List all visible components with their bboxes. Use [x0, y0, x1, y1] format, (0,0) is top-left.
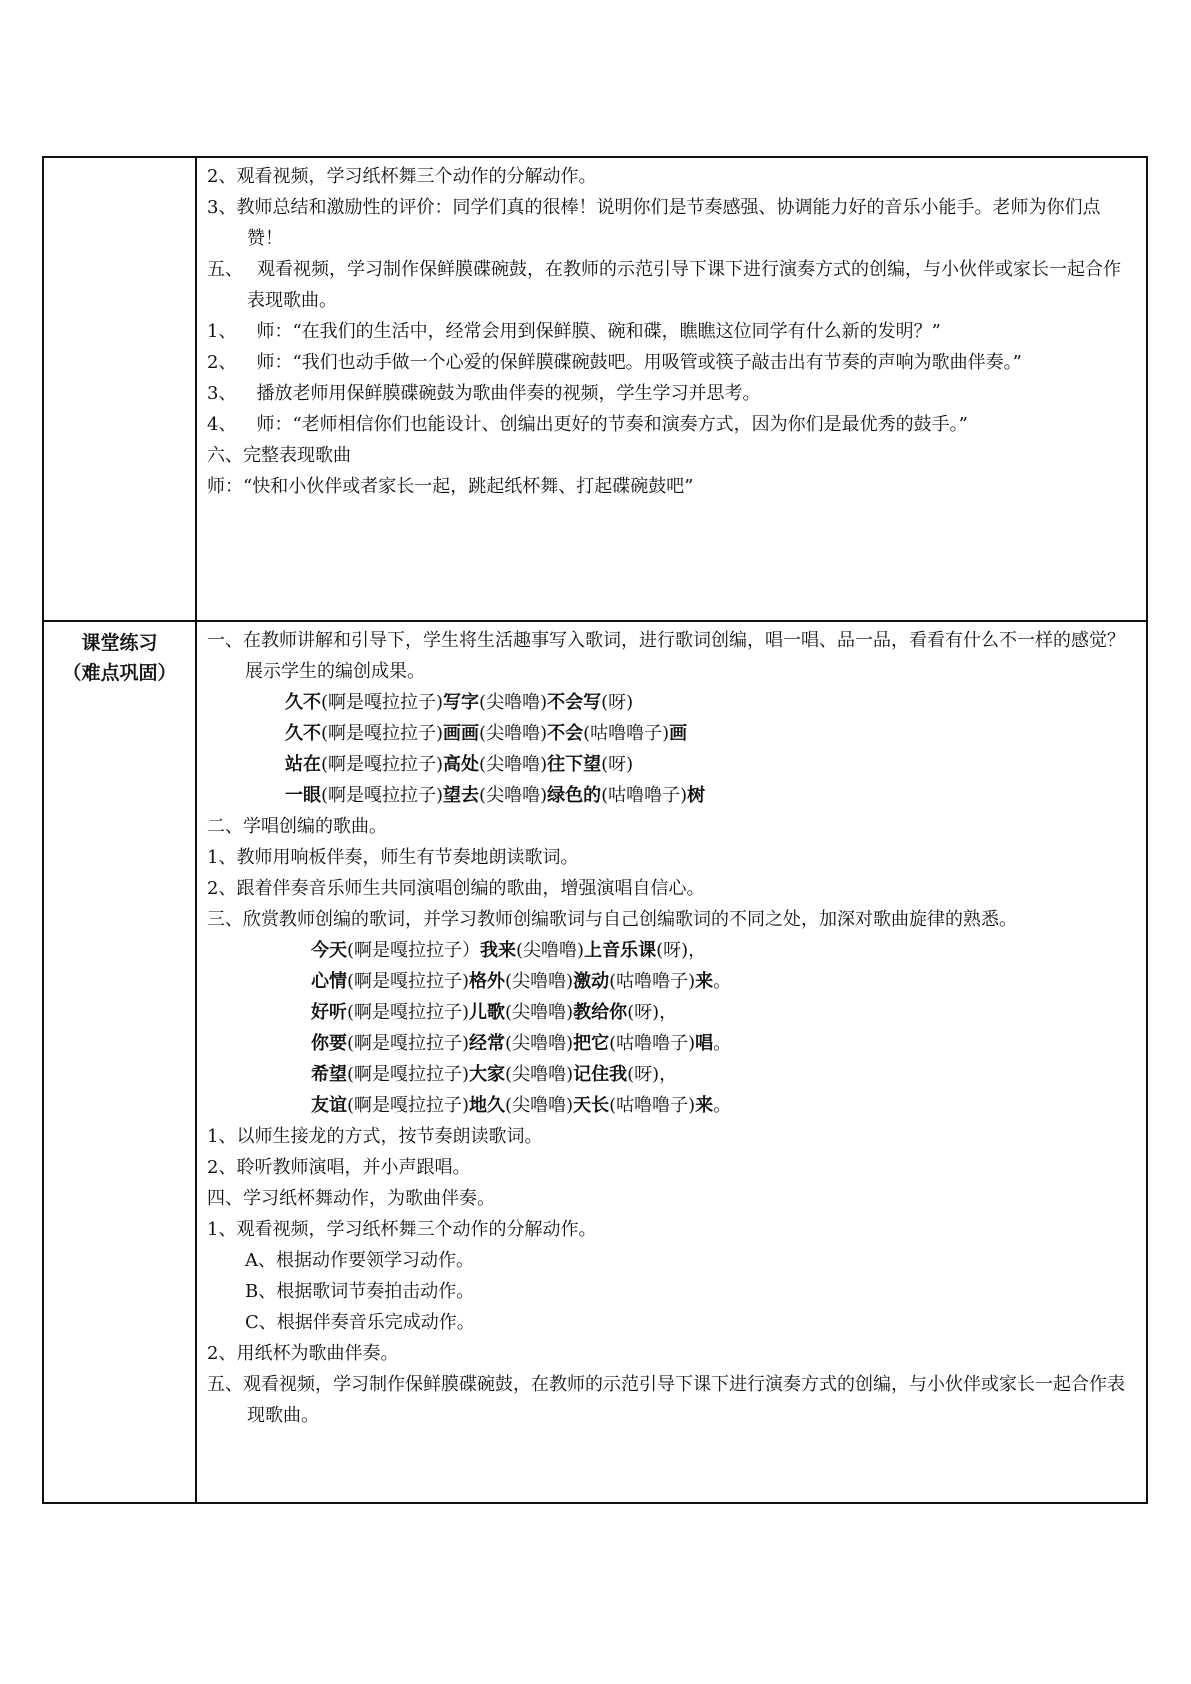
lyric-word: 大家 — [469, 1064, 506, 1085]
section-heading: 四、学习纸杯舞动作，为歌曲伴奏。 — [207, 1188, 495, 1209]
list-item: 2、跟着伴奏音乐师生共同演唱创编的歌曲，增强演唱自信心。 — [207, 878, 705, 899]
lyric-word: 心情 — [311, 971, 347, 992]
section-heading: 五、观看视频，学习制作保鲜膜碟碗鼓，在教师的示范引导下课下进行演奏方式的创编，与小伙伴或家长一起合作表现歌曲。 — [207, 1374, 1125, 1426]
lyric-word: 激动 — [573, 971, 610, 992]
lyric-word: 写字 — [443, 692, 480, 713]
list-item: 1、以师生接龙的方式，按节奏朗读歌词。 — [207, 1126, 543, 1147]
lyric-filler: (啊是嘎拉拉子) — [321, 692, 444, 713]
lyric-word: 今天 — [311, 940, 347, 961]
lyric-word: 友谊 — [311, 1095, 347, 1116]
lyric-filler: (呀)， — [627, 1002, 678, 1023]
row-label-line: 课堂练习 — [81, 632, 158, 654]
lyric-filler: (尖噜噜) — [479, 754, 548, 775]
lyrics-block — [207, 935, 1136, 1121]
lyric-filler: (啊是嘎拉拉子) — [347, 971, 470, 992]
lyric-word: 儿歌 — [469, 1002, 506, 1023]
lyrics-block — [207, 687, 1136, 811]
lyric-filler: (啊是嘎拉拉子) — [347, 1064, 470, 1085]
lyric-filler: (呀) — [601, 692, 634, 713]
lyric-word: 久不 — [285, 692, 321, 713]
lyric-filler: (呀) — [601, 754, 634, 775]
lyric-line — [207, 997, 1136, 1028]
lyric-word: 格外 — [469, 971, 506, 992]
lyric-filler: (尖噜噜) — [516, 940, 585, 961]
lyric-filler: (呀)， — [627, 1064, 678, 1085]
lyric-word: 往下望 — [547, 754, 602, 775]
lyric-word: 地久 — [469, 1095, 506, 1116]
lyric-filler: 。 — [713, 1033, 732, 1054]
list-item: 2、聆听教师演唱，并小声跟唱。 — [207, 1157, 471, 1178]
lyric-word: 画 — [669, 723, 688, 744]
row-label-cell — [43, 621, 196, 1503]
lyric-word: 高处 — [443, 754, 480, 775]
list-item: 师：“快和小伙伴或者家长一起，跳起纸杯舞、打起碟碗鼓吧” — [207, 476, 694, 497]
lyric-filler: (尖噜噜) — [505, 1095, 574, 1116]
list-item: 3、教师总结和激励性的评价：同学们真的很棒！说明你们是节奏感强、协调能力好的音乐小能手。老师为你们点赞！ — [207, 197, 1101, 249]
list-item: 2、用纸杯为歌曲伴奏。 — [207, 1343, 399, 1364]
lyric-word: 经常 — [469, 1033, 506, 1054]
lyric-filler: (啊是嘎拉拉子) — [347, 1002, 470, 1023]
lyric-filler: (啊是嘎拉拉子) — [321, 754, 444, 775]
lyric-word: 天长 — [573, 1095, 610, 1116]
list-item: 4、 师：“老师相信你们也能设计、创编出更好的节奏和演奏方式，因为你们是最优秀的鼓手。” — [207, 414, 968, 435]
lyric-filler: (咕噜噜子) — [583, 723, 670, 744]
lyric-word: 树 — [687, 785, 706, 806]
lyric-word: 不会 — [547, 723, 584, 744]
lyric-filler: (咕噜噜子) — [601, 785, 688, 806]
lyric-word: 站在 — [285, 754, 321, 775]
lyric-filler: (啊是嘎拉拉子） — [347, 940, 481, 961]
section-heading: 三、欣赏教师创编的歌词，并学习教师创编歌词与自己创编歌词的不同之处，加深对歌曲旋律的熟悉。 — [207, 909, 1017, 930]
lyric-filler: 。 — [713, 971, 732, 992]
table-row — [43, 621, 1147, 1503]
lyric-word: 绿色的 — [547, 785, 602, 806]
lyric-line — [207, 1028, 1136, 1059]
lyric-word: 好听 — [311, 1002, 347, 1023]
list-item: 五、 观看视频，学习制作保鲜膜碟碗鼓，在教师的示范引导下课下进行演奏方式的创编，与小伙伴或家长一起合作表现歌曲。 — [207, 259, 1121, 311]
list-item: C、根据伴奏音乐完成动作。 — [245, 1312, 475, 1333]
list-item: 一、在教师讲解和引导下，学生将生活趣事写入歌词，进行歌词创编，唱一唱、品一品，看看有什么不一样的感觉？ — [207, 630, 1125, 651]
section-heading: 二、学唱创编的歌曲。 — [207, 816, 387, 837]
lyric-filler: (啊是嘎拉拉子) — [347, 1033, 470, 1054]
lyric-filler: (尖噜噜) — [479, 723, 548, 744]
lyric-filler: (尖噜噜) — [505, 1002, 574, 1023]
lyric-line — [207, 966, 1136, 997]
lyric-word: 我来 — [480, 940, 517, 961]
lyric-word: 来 — [695, 1095, 714, 1116]
content-cell — [196, 157, 1147, 621]
lyric-word: 把它 — [573, 1033, 610, 1054]
list-item: 1、教师用响板伴奏，师生有节奏地朗读歌词。 — [207, 847, 579, 868]
lyric-line — [207, 780, 1136, 811]
lyric-filler: (咕噜噜子) — [609, 971, 696, 992]
lyric-filler: (啊是嘎拉拉子) — [321, 723, 444, 744]
list-item: 2、 师：“我们也动手做一个心爱的保鲜膜碟碗鼓吧。用吸管或筷子敲击出有节奏的声响为歌曲伴奏。” — [207, 352, 1022, 373]
lesson-plan-table — [42, 156, 1148, 1504]
list-item: 1、观看视频，学习纸杯舞三个动作的分解动作。 — [207, 1219, 597, 1240]
content-cell — [196, 621, 1147, 1503]
table-row — [43, 157, 1147, 621]
lyric-word: 画画 — [443, 723, 480, 744]
lyric-word: 来 — [695, 971, 714, 992]
lyric-line — [207, 749, 1136, 780]
lyric-word: 望去 — [443, 785, 480, 806]
list-item: 2、观看视频，学习纸杯舞三个动作的分解动作。 — [207, 166, 597, 187]
lyric-filler: (尖噜噜) — [505, 971, 574, 992]
lyric-filler: (尖噜噜) — [505, 1033, 574, 1054]
lyric-word: 你要 — [311, 1033, 347, 1054]
list-item: B、根据歌词节奏拍击动作。 — [245, 1281, 475, 1302]
lyric-line — [207, 1059, 1136, 1090]
lyric-word: 希望 — [311, 1064, 347, 1085]
lyric-filler: (啊是嘎拉拉子) — [347, 1095, 470, 1116]
list-item: 3、 播放老师用保鲜膜碟碗鼓为歌曲伴奏的视频，学生学习并思考。 — [207, 383, 761, 404]
lyric-line — [207, 1090, 1136, 1121]
lyric-word: 记住我 — [573, 1064, 628, 1085]
lyric-word: 教给你 — [573, 1002, 628, 1023]
row-label — [44, 622, 195, 688]
lyric-filler: (咕噜噜子) — [609, 1095, 696, 1116]
lyric-word: 唱 — [695, 1033, 714, 1054]
section-heading: 六、完整表现歌曲 — [207, 445, 351, 466]
lyric-word: 一眼 — [285, 785, 321, 806]
lyric-filler: (咕噜噜子) — [609, 1033, 696, 1054]
lyric-word: 不会写 — [547, 692, 602, 713]
row-label-cell — [43, 157, 196, 621]
lyric-filler: (尖噜噜) — [505, 1064, 574, 1085]
lyric-word: 久不 — [285, 723, 321, 744]
lyric-word: 上音乐课 — [584, 940, 657, 961]
lyric-filler: (尖噜噜) — [479, 692, 548, 713]
list-item: 展示学生的编创成果。 — [245, 661, 425, 682]
lyric-filler: (尖噜噜) — [479, 785, 548, 806]
lyric-filler: 。 — [713, 1095, 732, 1116]
list-item: A、根据动作要领学习动作。 — [245, 1250, 474, 1271]
row-label-line: （难点巩固） — [62, 662, 177, 684]
lyric-line — [207, 687, 1136, 718]
lyric-filler: (啊是嘎拉拉子) — [321, 785, 444, 806]
list-item: 1、 师：“在我们的生活中，经常会用到保鲜膜、碗和碟，瞧瞧这位同学有什么新的发明？” — [207, 321, 941, 342]
lyric-filler: (呀)， — [656, 940, 707, 961]
lyric-line — [207, 935, 1136, 966]
lyric-line — [207, 718, 1136, 749]
